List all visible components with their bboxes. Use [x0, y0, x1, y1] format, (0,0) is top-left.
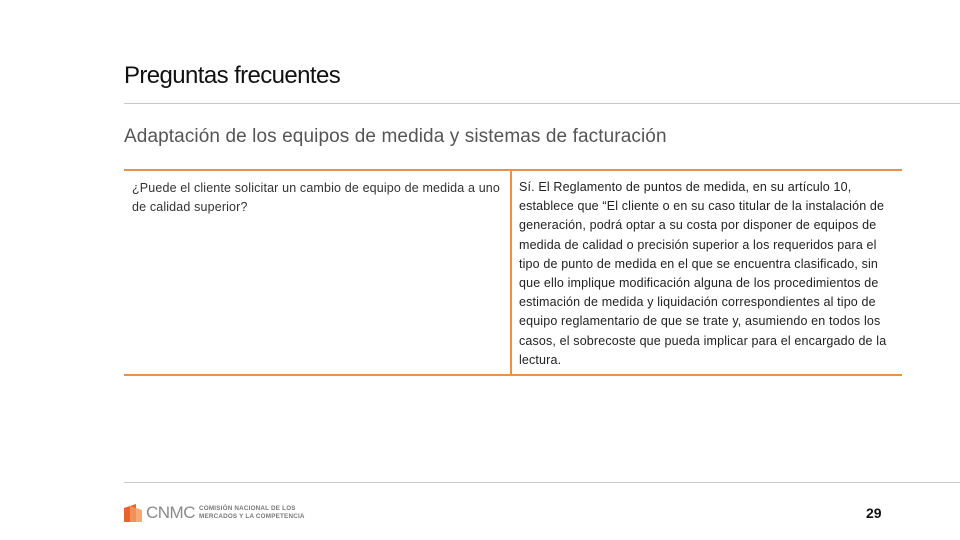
footer-divider: [124, 482, 960, 483]
cnmc-logo-line2: MERCADOS Y LA COMPETENCIA: [199, 513, 305, 520]
page-number: 29: [866, 505, 882, 521]
cnmc-logo-line1: COMISIÓN NACIONAL DE LOS: [199, 505, 296, 512]
section-subtitle: Adaptación de los equipos de medida y sistemas de facturación: [124, 126, 667, 147]
cnmc-logo-word: CNMC: [146, 503, 195, 522]
faq-question-cell: ¿Puede el cliente solicitar un cambio de equipo de medida a uno de calidad superior?: [124, 171, 512, 374]
page-title: Preguntas frecuentes: [124, 62, 341, 89]
cnmc-logo: [124, 502, 305, 524]
faq-table: [124, 169, 902, 376]
title-divider: [124, 103, 960, 104]
cnmc-logo-mark-icon: [124, 504, 144, 522]
faq-answer-cell: Sí. El Reglamento de puntos de medida, en su artículo 10, establece que “El cliente o en su caso titular de la instalación de generación, podrá optar a su costa por disponer de equipos de medida de calidad o precisión superior a los requeridos para el tipo de punto de medida en el que se encuentra clasificado, sin que ello implique modificación alguna de los procedimientos de estimación de medida y liquidación correspondientes al tipo de equipo reglamentario de que se trate y, asumiendo en todos los casos, el sobrecoste que pueda implicar para el encargado de la lectura.: [519, 180, 887, 367]
cnmc-logo-text: [199, 505, 305, 521]
